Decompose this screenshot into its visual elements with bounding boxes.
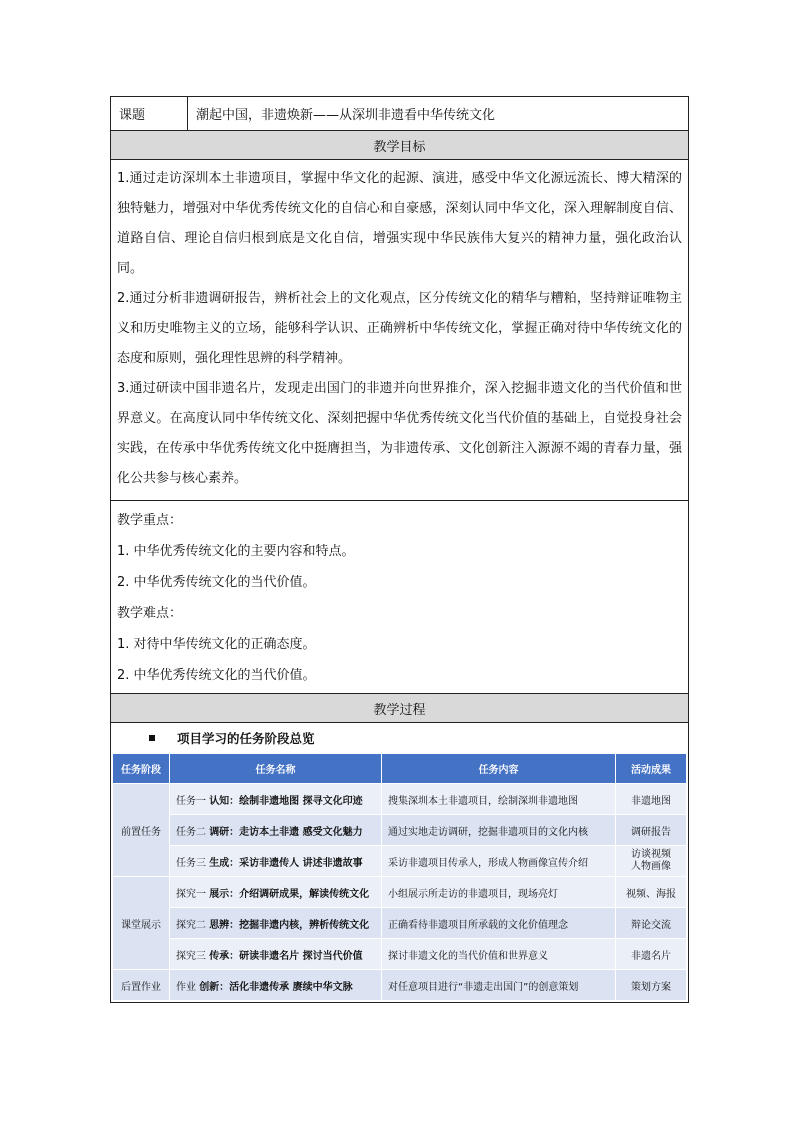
stage-cell: 前置任务 [113,784,169,876]
task-table-header [113,754,686,783]
table-row [113,815,686,845]
goal-item: 1.通过走访深圳本土非遗项目，掌握中华文化的起源、演进，感受中华文化源远流长、博大精深的独特魅力，增强对中华优秀传统文化的自信心和自豪感，深刻认同中华文化，深入理解制度自信、道路自信、理论自信归根到底是文化自信，增强实现中华民族伟大复兴的精神力量，强化政治认同。 [117,171,682,276]
task-name-cell [170,877,381,907]
focus-label: 教学重点： [117,513,183,528]
table-row [113,939,686,969]
overview-title: 项目学习的任务阶段总览 [177,731,315,746]
task-name-cell [170,970,381,1000]
column-header: 任务名称 [170,754,381,783]
stage-cell: 课堂展示 [113,877,169,969]
task-prefix: 任务二 [176,826,210,838]
task-name-cell [170,908,381,938]
task-output-cell: 调研报告 [616,815,686,845]
task-content-cell: 探讨非遗文化的当代价值和世界意义 [382,939,615,969]
table-row [113,846,686,876]
task-output-cell: 视频、海报 [616,877,686,907]
column-header: 任务阶段 [113,754,169,783]
task-content-cell: 通过实地走访调研，挖掘非遗项目的文化内核 [382,815,615,845]
task-prefix: 作业 [176,981,200,993]
difficulty-item: 1. 对待中华传统文化的正确态度。 [117,637,316,652]
task-name: 传承：研读非遗名片 探讨当代价值 [209,950,363,962]
task-output-line: 人物画像 [631,861,671,872]
task-output-line: 访谈视频 [631,849,671,860]
table-row [113,908,686,938]
task-overview-table [112,753,687,1001]
task-prefix: 探究三 [176,950,210,962]
difficulty-item: 2. 中华优秀传统文化的当代价值。 [117,668,316,683]
task-prefix: 任务一 [176,795,210,807]
difficulty-label: 教学难点： [117,606,183,621]
task-content-cell: 小组展示所走访的非遗项目，现场亮灯 [382,877,615,907]
task-output-cell: 辩论交流 [616,908,686,938]
process-body [111,723,689,1003]
stage-cell: 后置作业 [113,970,169,1000]
task-output-cell: 策划方案 [616,970,686,1000]
table-row [113,970,686,1000]
table-row [113,877,686,907]
lesson-plan-table [110,96,689,1003]
goals-heading: 教学目标 [111,131,689,160]
task-name-cell [170,815,381,845]
bullet-square-icon [149,735,155,741]
overview-heading [111,723,688,753]
task-content-cell: 对任意项目进行“非遗走出国门”的创意策划 [382,970,615,1000]
task-name-cell [170,784,381,814]
goals-body [111,160,689,501]
column-header: 活动成果 [616,754,686,783]
task-content-cell: 采访非遗项目传承人，形成人物画像宣传介绍 [382,846,615,876]
task-name-cell [170,846,381,876]
focus-item: 2. 中华优秀传统文化的当代价值。 [117,575,316,590]
goal-item: 3.通过研读中国非遗名片，发现走出国门的非遗并向世界推介，深入挖掘非遗文化的当代价值和世界意义。在高度认同中华传统文化、深刻把握中华优秀传统文化当代价值的基础上，自觉投身社会实践，在传承中华优秀传统文化中挺膺担当，为非遗传承、文化创新注入源源不竭的青春力量，强化公共参与核心素养。 [117,381,682,486]
task-output-cell [616,846,686,876]
task-name: 思辨：挖掘非遗内核，辨析传统文化 [209,919,370,931]
lesson-plan-document [110,96,688,1003]
key-difficult-points [111,501,689,694]
task-output-cell: 非遗地图 [616,784,686,814]
column-header: 任务内容 [382,754,615,783]
task-prefix: 探究二 [176,919,210,931]
goal-item: 2.通过分析非遗调研报告，辨析社会上的文化观点，区分传统文化的精华与糟粕，坚持辩证唯物主义和历史唯物主义的立场，能够科学认识、正确辨析中华传统文化，掌握正确对待中华传统文化的态度和原则，强化理性思辨的科学精神。 [117,291,682,366]
task-name: 认知：绘制非遗地图 探寻文化印迹 [209,795,363,807]
task-name-cell [170,939,381,969]
task-name: 创新：活化非遗传承 赓续中华文脉 [199,981,353,993]
focus-item: 1. 中华优秀传统文化的主要内容和特点。 [117,544,355,559]
task-prefix: 探究一 [176,888,210,900]
task-prefix: 任务三 [176,857,210,869]
task-content-cell: 搜集深圳本土非遗项目，绘制深圳非遗地图 [382,784,615,814]
table-row [113,784,686,814]
task-name: 生成：采访非遗传人 讲述非遗故事 [209,857,363,869]
topic-title: 潮起中国，非遗焕新——从深圳非遗看中华传统文化 [188,97,689,131]
task-content-cell: 正确看待非遗项目所承载的文化价值理念 [382,908,615,938]
process-heading: 教学过程 [111,694,689,723]
task-name: 调研：走访本土非遗 感受文化魅力 [209,826,363,838]
task-name: 展示：介绍调研成果，解读传统文化 [209,888,370,900]
topic-label: 课题 [111,97,188,131]
task-output-cell: 非遗名片 [616,939,686,969]
